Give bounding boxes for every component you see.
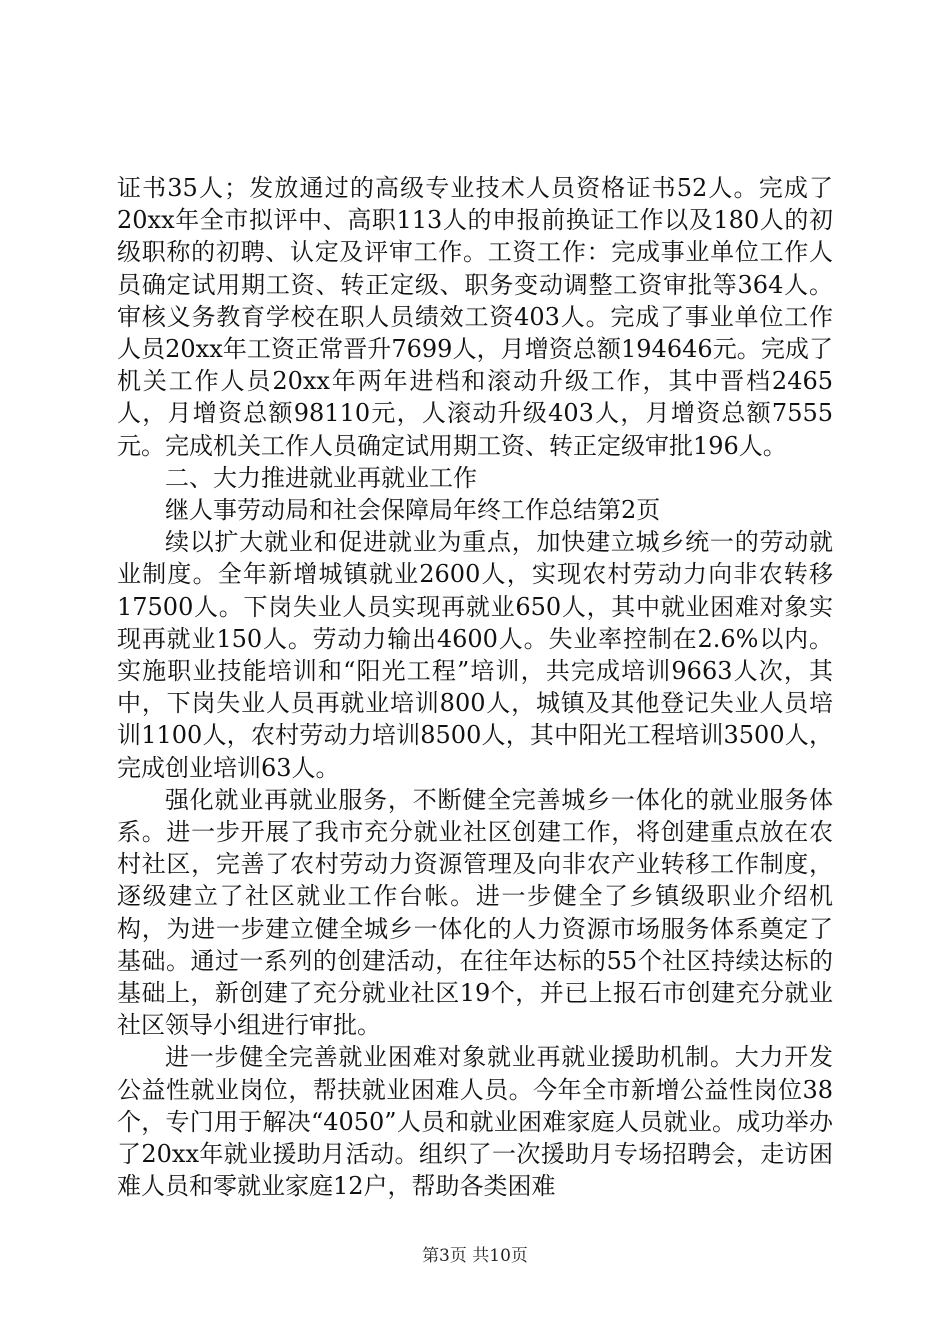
page-footer: 第3页 共10页 <box>422 1246 528 1266</box>
section-heading: 二、大力推进就业再就业工作 <box>165 463 477 492</box>
paragraph-employment-services: 强化就业再就业服务，不断健全完善城乡一体化的就业服务体系。进一步开展了我市充分就业社区创建工作，将创建重点放在农村社区，完善了农村劳动力资源管理及向非农产业转移工作制度，逐级建立了社区就业工作台帐。进一步健全了乡镇级职业介绍机构，为进一步建立健全城乡一体化的人力资源市场服务体系奠定了基础。通过一系列的创建活动，在往年达标的55个社区持续达标的基础上，新创建了充分就业社区19个，并已上报石市创建充分就业社区领导小组进行审批。 <box>117 785 833 1040</box>
paragraph-continuation: 证书35人；发放通过的高级专业技术人员资格证书52人。完成了20xx年全市拟评中、高职113人的申报前换证工作以及180人的初级职称的初聘、认定及评审工作。工资工作：完成事业单位工作人员确定试用期工资、转正定级、职务变动调整工资审批等364人。审核义务教育学校在职人员绩效工资403人。完成了事业单位工作人员20xx年工资正常晋升7699人，月增资总额194646元。完成了机关工作人员20xx年两年进档和滚动升级工作，其中晋档2465人，月增资总额98110元，人滚动升级403人，月增资总额7555元。完成机关工作人员确定试用期工资、转正定级审批196人。 <box>117 174 833 460</box>
paragraph-employment-assistance: 进一步健全完善就业困难对象就业再就业援助机制。大力开发公益性就业岗位，帮扶就业困难人员。今年全市新增公益性岗位38个，专门用于解决“4050”人员和就业困难家庭人员就业。成功举办了20xx年就业援助月活动。组织了一次援助月专场招聘会，走访困难人员和零就业家庭12户，帮助各类困难 <box>117 1043 833 1201</box>
paragraph-employment: 续以扩大就业和促进就业为重点，加快建立城乡统一的劳动就业制度。全年新增城镇就业2600人，实现农村劳动力向非农转移17500人。下岗失业人员实现再就业650人，其中就业困难对象实现再就业150人。劳动力输出4600人。失业率控制在2.6%以内。实施职业技能培训和“阳光工程”培训，共完成培训9663人次，其中，下岗失业人员再就业培训800人，城镇及其他登记失业人员培训1100人，农村劳动力培训8500人，其中阳光工程培训3500人，完成创业培训63人。 <box>117 528 833 782</box>
document-body <box>117 172 833 1203</box>
page-continuation-title: 继人事劳动局和社会保障局年终工作总结第2页 <box>165 496 661 525</box>
